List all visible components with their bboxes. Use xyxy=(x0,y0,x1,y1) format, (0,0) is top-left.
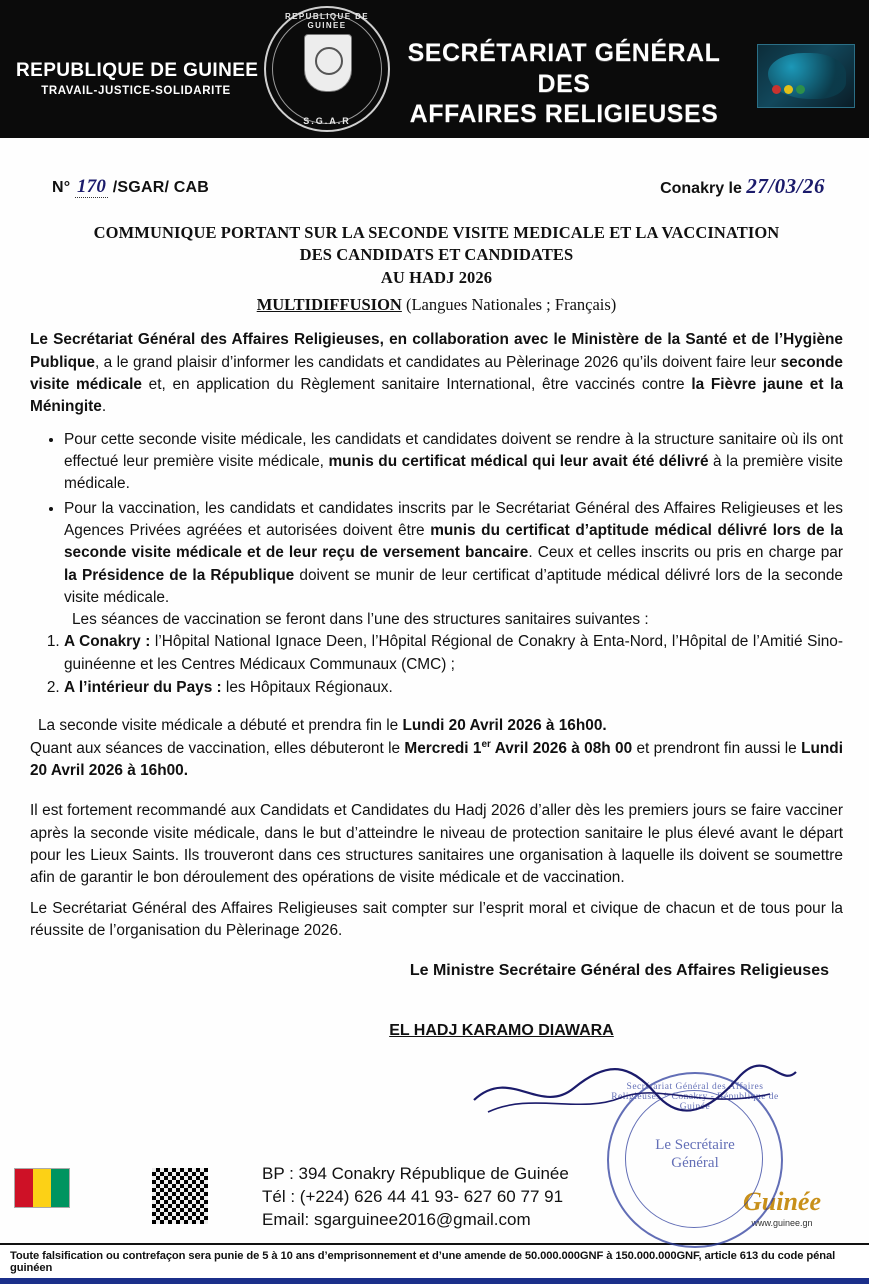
intro-bold-3: la Fièvre jaune et la Méningite xyxy=(30,375,843,416)
dates-section xyxy=(30,715,843,782)
dates-bold-3: Avril 2026 à 08h 00 xyxy=(490,739,633,757)
list-item xyxy=(64,631,843,676)
footer-strip xyxy=(0,1278,869,1284)
bullet1-text-1: Pour cette seconde visite médicale, les candidats et candidates doivent se rendre à la structure sanitaire où ils ont effectué leur première visite médicale, xyxy=(64,430,843,470)
list-item xyxy=(64,677,843,699)
national-emblem-icon xyxy=(264,6,392,134)
institution-title-line2: AFFAIRES RELIGIEUSES xyxy=(409,100,719,128)
flag-yellow-band xyxy=(33,1169,51,1207)
place-date-block xyxy=(660,174,825,199)
dates-text-2: Quant aux séances de vaccination, elles débuteront le xyxy=(30,739,405,757)
dates-text-3: et prendront fin aussi le xyxy=(632,739,802,757)
diffusion-line xyxy=(30,295,843,315)
reference-prefix: N° xyxy=(52,179,71,196)
dates-bold-4: Lundi 20 Avril 2026 à 16h00. xyxy=(30,739,843,779)
place1-label: A Conakry : xyxy=(64,633,151,651)
intro-text-1: , a le grand plaisir d’informer les candidats et candidates au Pèlerinage 2026 qu’ils doivent faire leur xyxy=(94,353,781,371)
closing-paragraph-2: Le Secrétariat Général des Affaires Religieuses sait compter sur l’esprit moral et civique de chacun et de tous pour la réussite de l’organisation du Pèlerinage 2026. xyxy=(30,899,843,939)
reference-number: 170 xyxy=(77,176,107,197)
institution-title-line1: SECRÉTARIAT GÉNÉRAL DES xyxy=(407,39,721,98)
bullet2-bold-2: la Présidence de la République xyxy=(64,566,295,584)
intro-text-3: . xyxy=(101,398,107,416)
stamp-line-2: Général xyxy=(671,1155,719,1171)
header-logo-icon xyxy=(757,44,855,108)
reference-row xyxy=(30,172,843,206)
brand-name: Guinée xyxy=(743,1187,821,1216)
emblem-top-text: REPUBLIQUE DE GUINEE xyxy=(285,12,369,30)
reference-number-block xyxy=(52,176,209,198)
dates-text-1: La seconde visite médicale a débuté et prendra fin le xyxy=(38,717,403,735)
flag-green-band xyxy=(51,1169,69,1207)
place-label: Conakry le xyxy=(660,180,742,197)
dates-line-1 xyxy=(30,715,843,737)
contact-email: Email: sgarguinee2016@gmail.com xyxy=(262,1210,531,1230)
vaccination-places-list xyxy=(30,631,843,699)
bullet1-text-2: à la première visite médicale. xyxy=(64,452,843,493)
bullet2-text-3: doivent se munir de leur certificat d’aptitude médical délivré lors de la seconde visite médicale. xyxy=(64,566,843,606)
intro-bold-2: seconde visite médicale xyxy=(30,353,843,393)
document-body xyxy=(0,138,869,1040)
header-republic-block xyxy=(16,60,259,97)
dates-bold-1: Lundi 20 Avril 2026 à 16h00. xyxy=(402,717,607,735)
dates-line-2 xyxy=(30,738,843,783)
title-line-2: DES CANDIDATS ET CANDIDATES xyxy=(299,244,574,264)
dates-bold-2: Mercredi 1 xyxy=(404,739,482,757)
instructions-list xyxy=(30,429,843,610)
signatory-name: EL HADJ KARAMO DIAWARA xyxy=(389,1022,614,1040)
bullet2-text-1: Pour la vaccination, les candidats et candidates inscrits par le Secrétariat Général des Affaires Religieuses et les Agences Privées agréées et autorisées doivent être xyxy=(64,499,843,539)
contact-block xyxy=(262,1163,569,1232)
diffusion-label: MULTIDIFFUSION xyxy=(256,295,402,315)
closing-section xyxy=(30,800,843,942)
bullet1-bold-1: munis du certificat médical qui leur avait été délivré xyxy=(328,452,709,470)
emblem-bottom-text: S.G.A.R xyxy=(303,116,351,126)
republic-motto: TRAVAIL-JUSTICE-SOLIDARITE xyxy=(41,85,231,97)
intro-text-2: et, en application du Règlement sanitaire International, être vaccinés contre xyxy=(141,375,692,393)
contact-phone: Tél : (+224) 626 44 41 93- 627 60 77 91 xyxy=(262,1187,564,1207)
place1-text: l’Hôpital National Ignace Deen, l’Hôpital Régional de Conakry à Enta-Nord, l’Hôpital de l’Amitié Sino-guinéenne et les Centres Médicaux Communaux (CMC) ; xyxy=(64,633,843,673)
brand-url: www.guinee.gn xyxy=(751,1218,813,1228)
logo-dot-red xyxy=(772,85,781,94)
institution-title xyxy=(404,38,724,130)
list-item xyxy=(64,429,843,496)
document-title xyxy=(30,222,843,288)
diffusion-languages: (Langues Nationales ; Français) xyxy=(401,295,617,315)
signatory-title: Le Ministre Secrétaire Général des Affaires Religieuses xyxy=(409,962,829,980)
emblem-shield-icon xyxy=(304,34,352,92)
document-header xyxy=(0,0,869,138)
intro-paragraph xyxy=(30,329,843,418)
place2-label: A l’intérieur du Pays : xyxy=(64,678,222,696)
place2-text: les Hôpitaux Régionaux. xyxy=(221,678,393,696)
flag-red-band xyxy=(15,1169,33,1207)
stamp-arc-text: Secrétariat Général des Affaires Religieuses * Conakry - République de Guinée xyxy=(611,1082,779,1112)
document-date: 27/03/26 xyxy=(746,174,825,198)
closing-paragraph-1: Il est fortement recommandé aux Candidats et Candidates du Hadj 2026 d’aller dès les premiers jours se faire vacciner après la seconde visite médicale, dans le but d’atteindre le niveau de protection sanitaire le plus élevé avant le départ pour les Lieux Saints. Ils trouveront dans ces structures sanitaires une organisation à laquelle ils doivent se soumettre afin de garantir le bon déroulement des opérations de visite médicale et de vaccination. xyxy=(30,802,843,887)
title-line-1: COMMUNIQUE PORTANT SUR LA SECONDE VISITE MEDICALE ET LA VACCINATION xyxy=(93,223,780,242)
logo-dot-yellow xyxy=(784,85,793,94)
legal-warning: Toute falsification ou contrefaçon sera punie de 5 à 10 ans d’emprisonnement et d’une amende de 50.000.000GNF à 150.000.000GNF, article 613 du code pénal guinéen xyxy=(0,1243,869,1280)
bullet2-text-2: . Ceux et celles inscrits ou pris en charge par xyxy=(528,544,843,562)
stamp-line-1: Le Secrétaire xyxy=(655,1137,735,1153)
intro-bold-1: Le Secrétariat Général des Affaires Religieuses, en collaboration avec le Ministère de la Santé et de l’Hygiène Publique xyxy=(30,331,843,371)
official-stamp xyxy=(607,1072,783,1248)
bullet2-bold-1: munis du certificat d’aptitude médical délivré lors de la seconde visite médicale et de leur reçu de versement bancaire xyxy=(64,521,843,562)
qr-code-icon xyxy=(152,1168,208,1224)
guinea-flag-icon xyxy=(14,1168,70,1208)
list-item xyxy=(64,498,843,610)
reference-suffix: /SGAR/ CAB xyxy=(112,179,210,196)
logo-dot-green xyxy=(796,85,805,94)
title-line-3: AU HADJ 2026 xyxy=(380,267,493,287)
vaccination-places-intro: Les séances de vaccination se feront dans l’une des structures sanitaires suivantes : xyxy=(72,611,649,629)
stamp-center-text xyxy=(609,1136,781,1172)
contact-address: BP : 394 Conakry République de Guinée xyxy=(262,1164,569,1184)
republic-name: REPUBLIQUE DE GUINEE xyxy=(16,60,259,81)
dates-ordinal: er xyxy=(481,738,491,750)
